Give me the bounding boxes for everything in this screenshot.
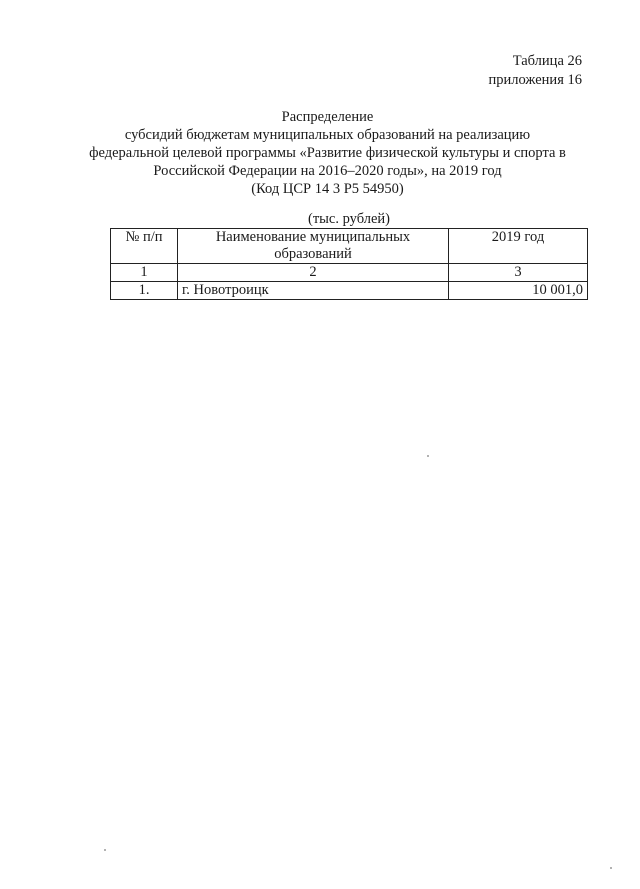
heading-title: Распределение [281, 109, 374, 125]
scan-speck [427, 455, 429, 457]
appendix-number: приложения 16 [488, 72, 582, 88]
heading-line-3: Российской Федерации на 2016–2020 годы», на 2019 год [153, 163, 502, 179]
column-number-row [111, 264, 588, 282]
heading-line-1: субсидий бюджетам муниципальных образований на реализацию [124, 127, 531, 143]
municipality-name: г. Новотроицк [178, 282, 449, 300]
table-row [111, 282, 588, 300]
subsidy-table [110, 228, 588, 300]
document-heading [60, 108, 595, 198]
column-number-2: 2 [178, 264, 449, 282]
column-number-1: 1 [111, 264, 178, 282]
table-reference [489, 52, 582, 90]
header-municipality: Наименование муниципальных образований [178, 229, 449, 264]
column-number-3: 3 [449, 264, 588, 282]
row-number: 1. [111, 282, 178, 300]
subsidy-amount: 10 001,0 [449, 282, 588, 300]
header-number: № п/п [111, 229, 178, 264]
scan-speck [104, 849, 106, 851]
heading-line-2: федеральной целевой программы «Развитие физической культуры и спорта в [89, 145, 566, 161]
scan-speck [610, 867, 612, 869]
header-year: 2019 год [449, 229, 588, 264]
unit-note: (тыс. рублей) [308, 211, 390, 227]
heading-line-4: (Код ЦСР 14 3 Р5 54950) [251, 181, 404, 197]
table-header-row [111, 229, 588, 264]
table-number: Таблица 26 [512, 53, 582, 69]
